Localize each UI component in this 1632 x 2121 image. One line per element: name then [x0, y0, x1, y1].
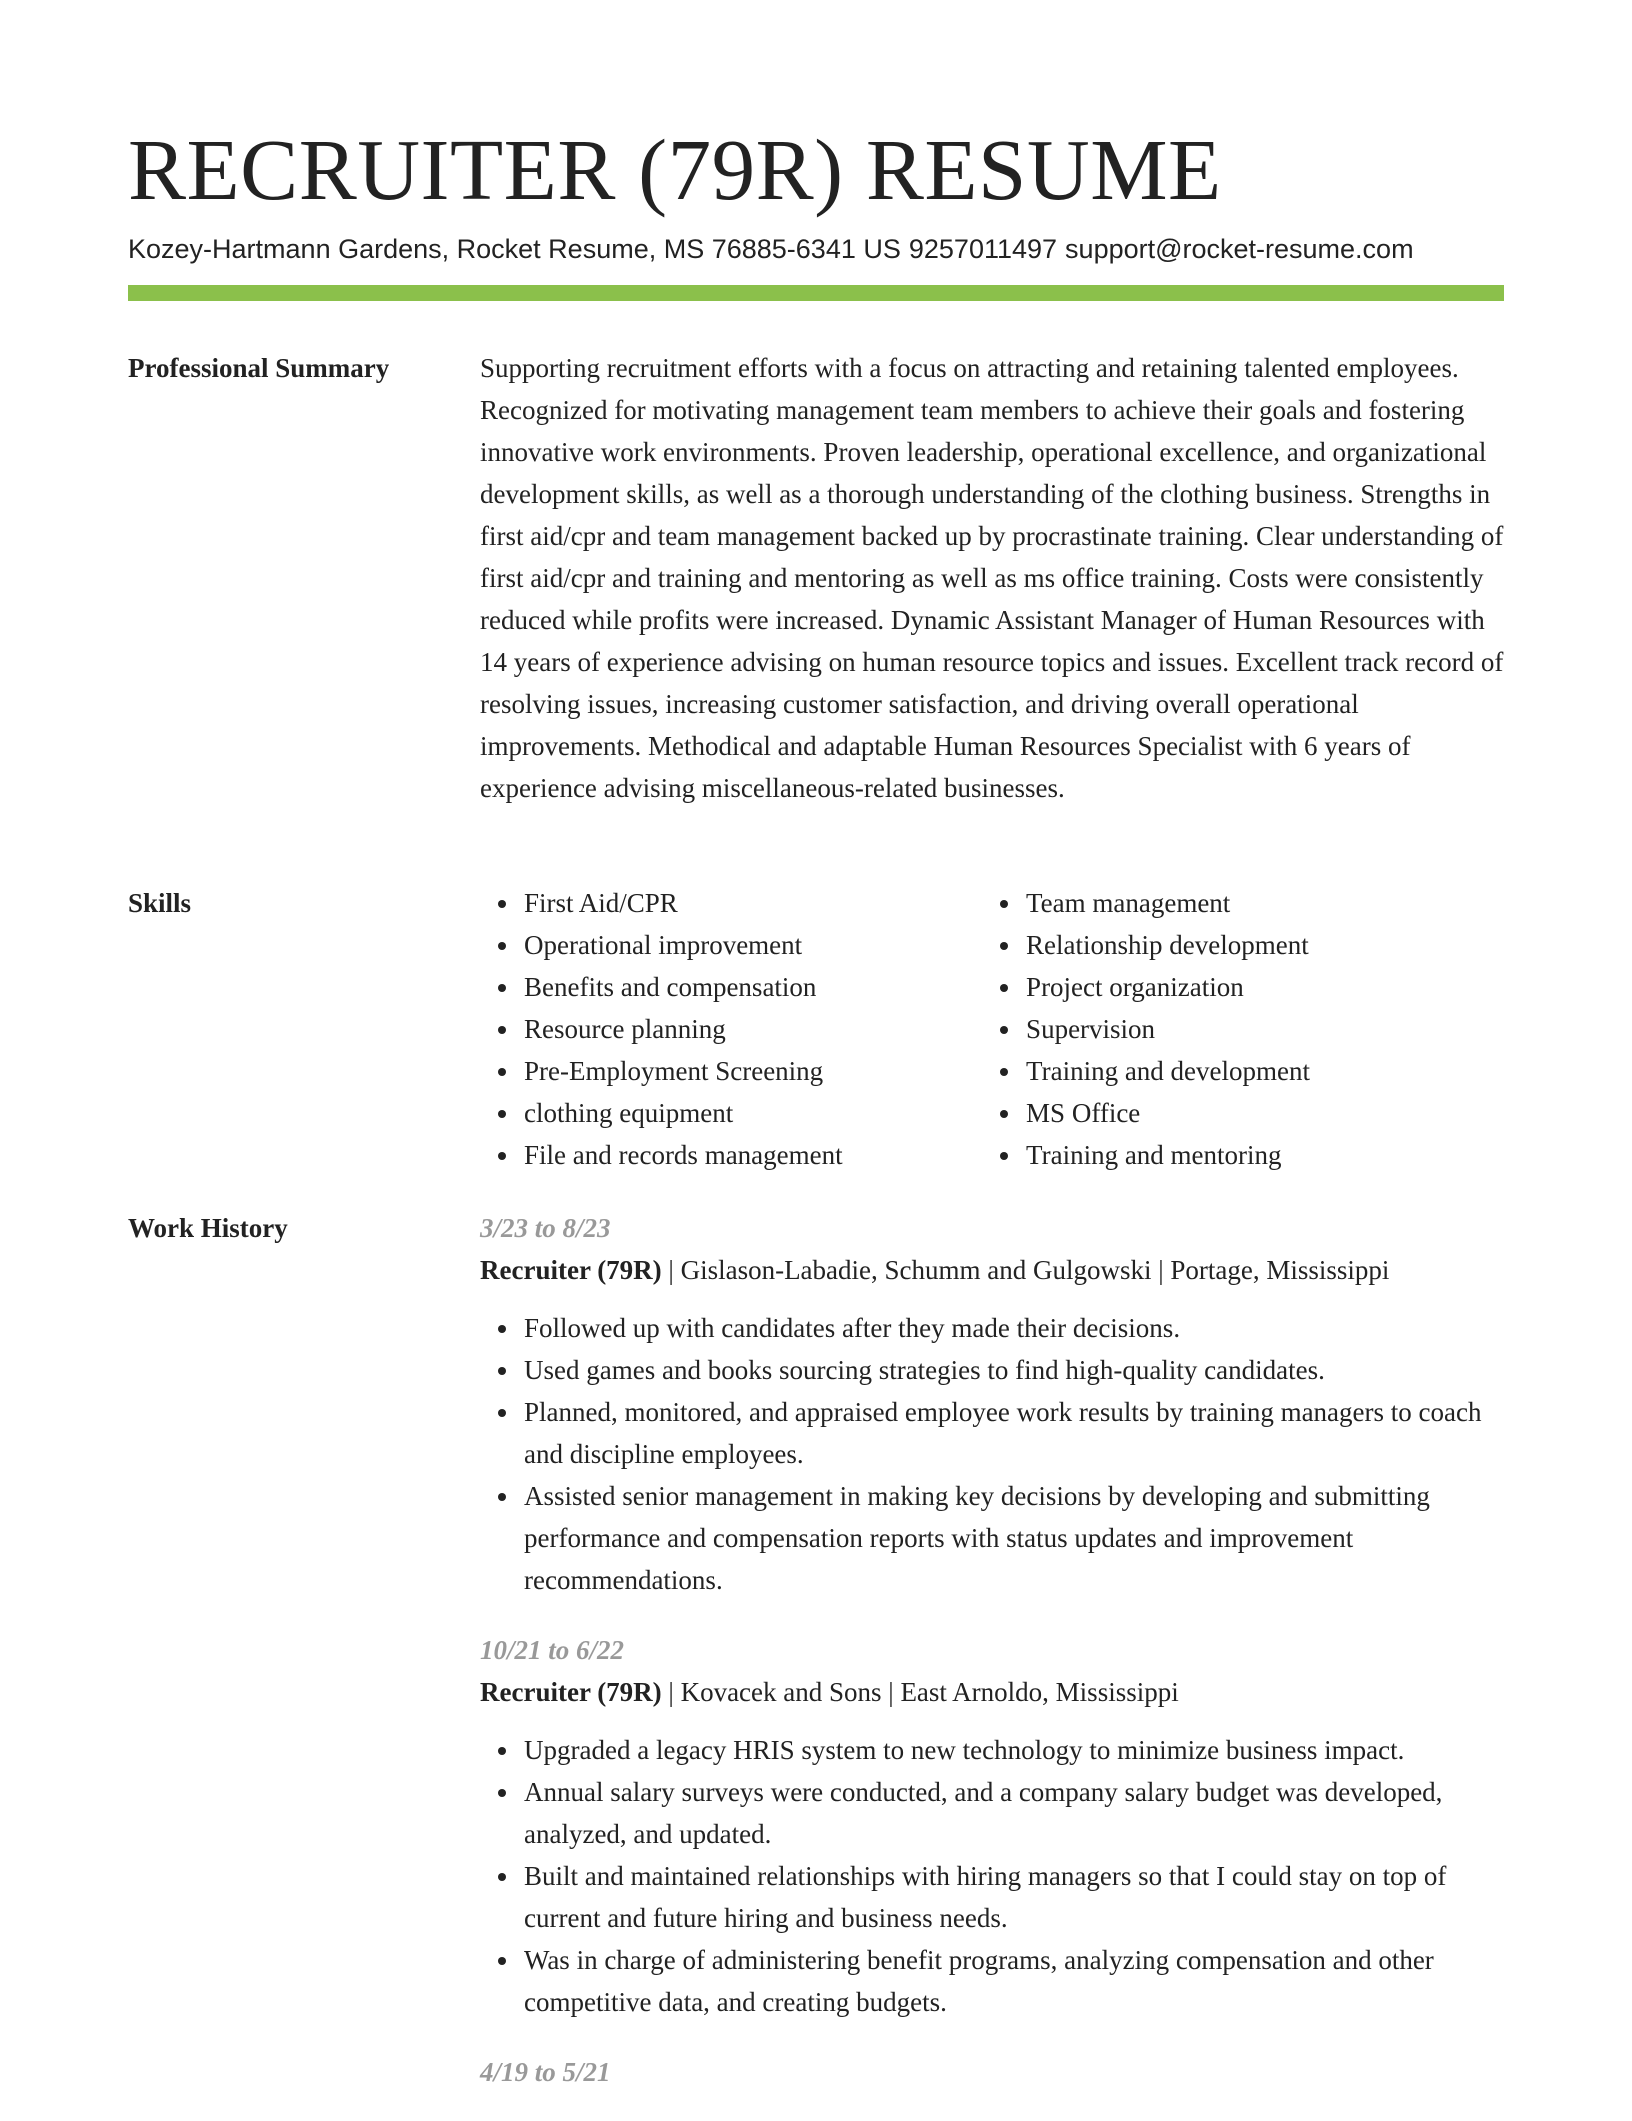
header-divider — [128, 285, 1504, 301]
skill-item: Relationship development — [1026, 924, 1504, 966]
job-details: | Gislason-Labadie, Schumm and Gulgowski | Portage, Mississippi — [661, 1255, 1390, 1285]
summary-text: Supporting recruitment efforts with a focus on attracting and retaining talented employees. Recognized for motivating management team members to achieve their goals and fostering innovative work environments. Proven leadership, operational excellence, and organizational development skills, as well as a thorough understanding of the clothing business. Strengths in first aid/cpr and team management backed up by procrastinate training. Clear understanding of first aid/cpr and training and mentoring as well as ms office training. Costs were consistently reduced while profits were increased. Dynamic Assistant Manager of Human Resources with 14 years of experience advising on human resource topics and issues. Excellent track record of resolving issues, increasing customer satisfaction, and driving overall operational improvements. Methodical and adaptable Human Resources Specialist with 6 years of experience advising miscellaneous-related businesses. — [480, 353, 1504, 803]
contact-phone: 9257011497 — [908, 234, 1058, 264]
job-bullet: Built and maintained relationships with hiring managers so that I could stay on top of current and future hiring and business needs. — [524, 1855, 1504, 1939]
job-bullet: Annual salary surveys were conducted, and a company salary budget was developed, analyzed, and updated. — [524, 1771, 1504, 1855]
job-bullet: Was in charge of administering benefit programs, analyzing compensation and other competitive data, and creating budgets. — [524, 1939, 1504, 2023]
job-details: | Kovacek and Sons | East Arnoldo, Mississippi — [661, 1677, 1179, 1707]
skill-item: clothing equipment — [524, 1092, 982, 1134]
job-bullet: Planned, monitored, and appraised employee work results by training managers to coach and discipline employees. — [524, 1391, 1504, 1475]
job-bullet: Assisted senior management in making key decisions by developing and submitting performance and compensation reports with status updates and improvement recommendations. — [524, 1475, 1504, 1601]
job-heading — [480, 1249, 1504, 1291]
skills-list-left — [480, 882, 982, 1176]
skills-body — [480, 882, 1504, 1176]
skill-item: Project organization — [1026, 966, 1504, 1008]
job-entry — [480, 1207, 1504, 1601]
skill-item: Training and mentoring — [1026, 1134, 1504, 1176]
job-dates: 3/23 to 8/23 — [480, 1213, 611, 1243]
contact-line — [128, 231, 1414, 267]
job-bullets — [480, 1729, 1504, 2023]
skills-columns — [480, 882, 1504, 1176]
work-history-body — [480, 1207, 1504, 2121]
work-history-label: Work History — [128, 1213, 288, 1243]
skill-item: Operational improvement — [524, 924, 982, 966]
contact-address: Kozey-Hartmann Gardens, Rocket Resume, MS 76885-6341 US — [128, 234, 901, 264]
job-dates: 10/21 to 6/22 — [480, 1635, 625, 1665]
skill-item: Benefits and compensation — [524, 966, 982, 1008]
job-title: Recruiter (79R) — [480, 1255, 662, 1285]
skill-item: First Aid/CPR — [524, 882, 982, 924]
skill-item: Resource planning — [524, 1008, 982, 1050]
job-bullet: Upgraded a legacy HRIS system to new technology to minimize business impact. — [524, 1729, 1504, 1771]
skill-item: Supervision — [1026, 1008, 1504, 1050]
job-entry — [480, 2051, 1504, 2093]
skill-item: Pre-Employment Screening — [524, 1050, 982, 1092]
skill-item: File and records management — [524, 1134, 982, 1176]
resume-title: RECRUITER (79R) RESUME — [128, 121, 1222, 218]
skill-item: Team management — [1026, 882, 1504, 924]
job-title: Recruiter (79R) — [480, 1677, 662, 1707]
skills-label: Skills — [128, 888, 192, 918]
job-bullet: Used games and books sourcing strategies to find high-quality candidates. — [524, 1349, 1504, 1391]
job-bullet: Followed up with candidates after they made their decisions. — [524, 1307, 1504, 1349]
job-bullets — [480, 1307, 1504, 1601]
job-heading — [480, 1671, 1504, 1713]
job-entry — [480, 1629, 1504, 2023]
skill-item: Training and development — [1026, 1050, 1504, 1092]
summary-label: Professional Summary — [128, 353, 390, 383]
skills-list-right — [982, 882, 1504, 1176]
contact-email: support@rocket-resume.com — [1065, 234, 1414, 264]
job-dates: 4/19 to 5/21 — [480, 2057, 611, 2087]
summary-body — [480, 347, 1504, 809]
skill-item: MS Office — [1026, 1092, 1504, 1134]
